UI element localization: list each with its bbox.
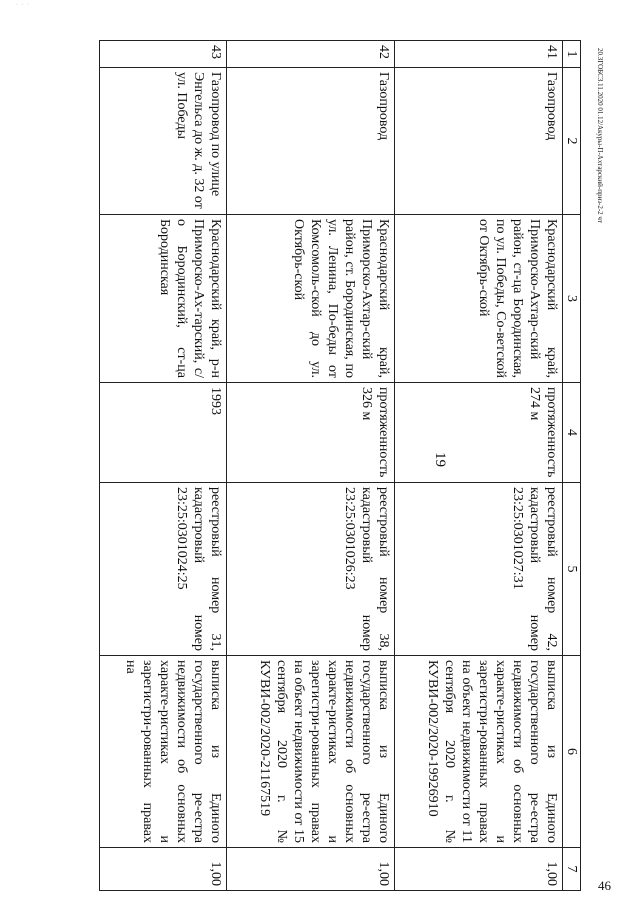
col-header-3: 3 [563,215,581,383]
share-value: 1,00 [395,848,563,891]
document-code: 20.ЗГОБСЗ.11.2020 01.12/Акуры-П-Ахтарский-приз-2-2 чт [596,48,604,224]
registry-number: реестровый номер 42, кадастровый номер 23:25:0301027:31 [395,483,563,656]
header-row [563,41,581,891]
object-name: Газопровод по улице Энгельса до ж. д. 32 от ул. Победы [100,68,227,215]
page-number-top: 19 [432,452,448,467]
registry-number: реестровый номер 38, кадастровый номер 23:25:0301026:23 [227,483,395,656]
object-name: Газопровод [227,68,395,215]
row-number: 43 [100,41,227,68]
registry-number: реестровый номер 31, кадастровый номер 23:25:0301024:25 [100,483,227,656]
share-value: 1,00 [100,848,227,891]
object-address: Краснодарский край, Приморско-Ахтар-ский район, ст-ца Бородинская, по ул. Победы, Со-ветской от Октябрь-ской [395,215,563,383]
col-header-2: 2 [563,68,581,215]
row-number: 41 [395,41,563,68]
object-length: протяженность 326 м [227,383,395,483]
col-header-1: 1 [563,41,581,68]
extract-document: выписка из Единого государственного ре-естра недвижимости об основных характе-ристиках и зарегистри-рованных правах на объект недвижимости от 15 сентября 2020 г. № КУВИ-002/2020-21167519 [227,656,395,848]
extract-document: выписка из Единого государственного ре-естра недвижимости об основных характе-ристиках и зарегистри-рованных правах на [100,656,227,848]
extract-document: выписка из Единого государственного ре-естра недвижимости об основных характе-ристиках и зарегистри-рованных правах на объект недвижимости от 11 сентября 2020 г. № КУВИ-002/2020-19926910 [395,656,563,848]
table-row [100,41,227,891]
object-name: Газопровод [395,68,563,215]
header-mark: · · · [16,2,30,8]
col-header-6: 6 [563,656,581,848]
page-number-bottom: 46 [598,878,611,893]
table-row [227,41,395,891]
col-header-4: 4 [563,383,581,483]
object-year: 1993 [100,383,227,483]
col-header-7: 7 [563,848,581,891]
table-row [395,41,563,891]
object-length: протяженность 274 м [395,383,563,483]
object-address: Краснодарский край, Приморско-Ахтар-ский район, ст. Бородинская, по ул. Ленина, По-беды от Комсомоль-ской до ул. Октябрь-ской [227,215,395,383]
property-table [99,40,581,891]
object-address: Краснодарский край, р-н Приморско-Ах-тарский, с/о Бородинский, ст-ца Бородинская [100,215,227,383]
rotated-registry-table [99,40,581,890]
row-number: 42 [227,41,395,68]
share-value: 1,00 [227,848,395,891]
col-header-5: 5 [563,483,581,656]
